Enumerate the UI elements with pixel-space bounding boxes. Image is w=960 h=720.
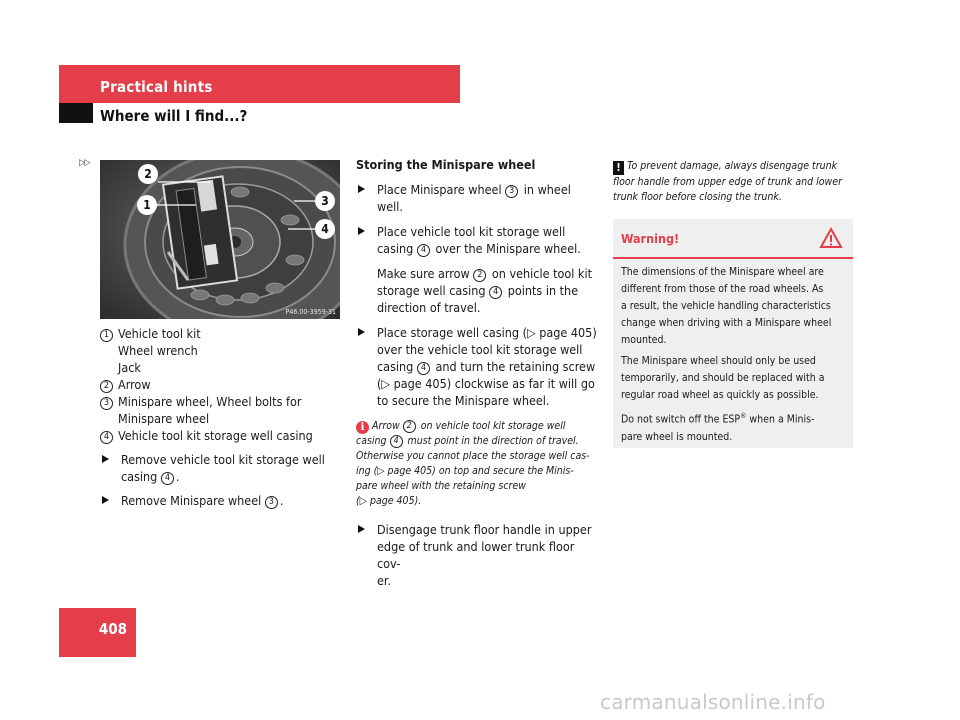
info-text: casing	[356, 435, 387, 447]
section-title: Practical hints	[100, 78, 213, 96]
watermark: carmanualsonline.info	[600, 690, 826, 714]
ref-number: 4	[161, 472, 174, 485]
page-number: 408	[98, 620, 127, 638]
legend-item	[100, 325, 340, 376]
note-text: on vehicle tool kit	[491, 266, 592, 281]
info-text: on vehicle tool kit storage well	[420, 420, 566, 432]
page-subtitle: Where will I find...?	[100, 107, 248, 125]
figure-reference: P46.00-3959-31	[285, 308, 336, 316]
step-text: over the Minispare wheel.	[435, 241, 581, 256]
warning-header	[613, 219, 853, 259]
legend-text: Jack	[118, 360, 141, 375]
caution-text: To prevent damage, always disengage trunk	[627, 160, 838, 172]
callout-2: 2	[138, 164, 158, 184]
instruction-step	[356, 521, 601, 589]
step-text: (▷ page 405) clockwise as far it will go	[377, 376, 595, 391]
warning-text: The Minispare wheel should only be used	[621, 355, 816, 367]
ref-number: 3	[505, 185, 518, 198]
ref-number: 1	[100, 329, 113, 342]
callout-1: 1	[137, 195, 157, 215]
warning-text: when a Minis-	[746, 413, 815, 426]
warning-paragraph	[621, 264, 849, 349]
instruction-step	[356, 181, 601, 215]
step-text: er.	[377, 573, 391, 588]
warning-text: a result, the vehicle handling characteristics	[621, 300, 831, 312]
step-text: in wheel	[523, 182, 571, 197]
middle-column	[356, 156, 601, 589]
caution-text: trunk floor before closing the trunk.	[613, 191, 782, 203]
step-text: edge of trunk and lower trunk floor cov-	[377, 539, 575, 571]
legend-text: Vehicle tool kit storage well casing	[118, 428, 313, 443]
legend-item	[100, 427, 340, 444]
step-arrow-icon	[358, 525, 365, 533]
step-text: casing	[377, 359, 414, 374]
instruction-step	[356, 324, 601, 409]
legend-text: Minispare wheel	[118, 411, 210, 426]
section-heading: Storing the Minispare wheel	[356, 157, 536, 172]
warning-title: Warning!	[621, 231, 680, 246]
warning-text: The dimensions of the Minispare wheel are	[621, 266, 824, 278]
caution-icon: !	[613, 161, 624, 175]
ref-number: 4	[390, 435, 403, 448]
step-text: and turn the retaining screw	[435, 359, 596, 374]
legend-text: Vehicle tool kit	[118, 326, 201, 341]
info-text: pare wheel with the retaining screw	[356, 480, 526, 492]
warning-text: pare wheel is mounted.	[621, 430, 733, 443]
warning-text: Do not switch off the ESP	[621, 413, 741, 426]
warning-text: temporarily, and should be replaced with a	[621, 372, 825, 384]
ref-number: 4	[100, 431, 113, 444]
warning-box	[613, 219, 853, 448]
legend-text: Wheel wrench	[118, 343, 198, 358]
warning-triangle-icon	[819, 227, 843, 249]
info-note	[356, 419, 601, 509]
minispare-wheel-photo	[100, 160, 340, 319]
info-text: Arrow	[372, 420, 400, 432]
info-icon: i	[356, 421, 369, 434]
legend-list	[100, 325, 340, 509]
note-text: direction of travel.	[377, 300, 481, 315]
info-text: Otherwise you cannot place the storage well cas-	[356, 450, 590, 462]
info-text: (▷ page 405).	[356, 495, 422, 507]
ref-number: 2	[403, 420, 416, 433]
ref-number: 3	[265, 496, 278, 509]
step-text: Disengage trunk floor handle in upper	[377, 522, 592, 537]
page-number-tab	[59, 608, 136, 657]
warning-body	[621, 264, 849, 450]
caution-note	[613, 159, 858, 205]
step-arrow-icon	[102, 496, 109, 504]
ref-number: 3	[100, 397, 113, 410]
step-arrow-icon	[102, 455, 109, 463]
step-text: .	[175, 469, 180, 484]
legend-text: Minispare wheel, Wheel bolts for	[118, 394, 302, 409]
continued-marker: ▷▷	[79, 158, 90, 168]
ref-number: 4	[417, 362, 430, 375]
warning-text: regular road wheel as quickly as possible.	[621, 389, 819, 401]
step-text: .	[279, 493, 284, 508]
step-arrow-icon	[358, 328, 365, 336]
ref-number: 4	[489, 286, 502, 299]
header-tab-marker	[59, 103, 93, 123]
wheel-well-illustration	[100, 160, 340, 319]
instruction-note	[356, 265, 601, 316]
step-arrow-icon	[358, 185, 365, 193]
legend-item	[100, 376, 340, 393]
step-text: Place storage well casing (▷ page 405)	[377, 325, 597, 340]
info-text: ing (▷ page 405) on top and secure the Minis-	[356, 465, 574, 477]
ref-number: 2	[473, 269, 486, 282]
warning-paragraph	[621, 353, 849, 404]
warning-text: different from those of the road wheels. As	[621, 283, 824, 295]
ref-number: 4	[417, 244, 430, 257]
instruction-step	[100, 451, 340, 485]
callout-3: 3	[315, 191, 335, 211]
warning-paragraph	[621, 408, 849, 446]
warning-text: change when driving with a Minispare wheel	[621, 317, 832, 329]
step-text: Remove vehicle tool kit storage well	[121, 452, 325, 467]
legend-item	[100, 393, 340, 427]
step-text: Remove Minispare wheel	[121, 493, 262, 508]
warning-text: mounted.	[621, 334, 667, 346]
callout-4: 4	[315, 219, 335, 239]
step-text: to secure the Minispare wheel.	[377, 393, 550, 408]
caution-text: floor handle from upper edge of trunk and lower	[613, 176, 842, 188]
note-text: storage well casing	[377, 283, 486, 298]
step-text: Place vehicle tool kit storage well	[377, 224, 566, 239]
note-text: Make sure arrow	[377, 266, 470, 281]
legend-text: Arrow	[118, 377, 151, 392]
info-text: must point in the direction of travel.	[407, 435, 579, 447]
step-text: over the vehicle tool kit storage well	[377, 342, 583, 357]
registered-mark: ®	[740, 412, 747, 420]
step-arrow-icon	[358, 227, 365, 235]
instruction-step	[356, 223, 601, 257]
step-text: casing	[121, 469, 158, 484]
step-text: casing	[377, 241, 414, 256]
step-text: Place Minispare wheel	[377, 182, 502, 197]
instruction-step	[100, 492, 340, 509]
step-text: well.	[377, 199, 403, 214]
note-text: points in the	[507, 283, 579, 298]
ref-number: 2	[100, 380, 113, 393]
